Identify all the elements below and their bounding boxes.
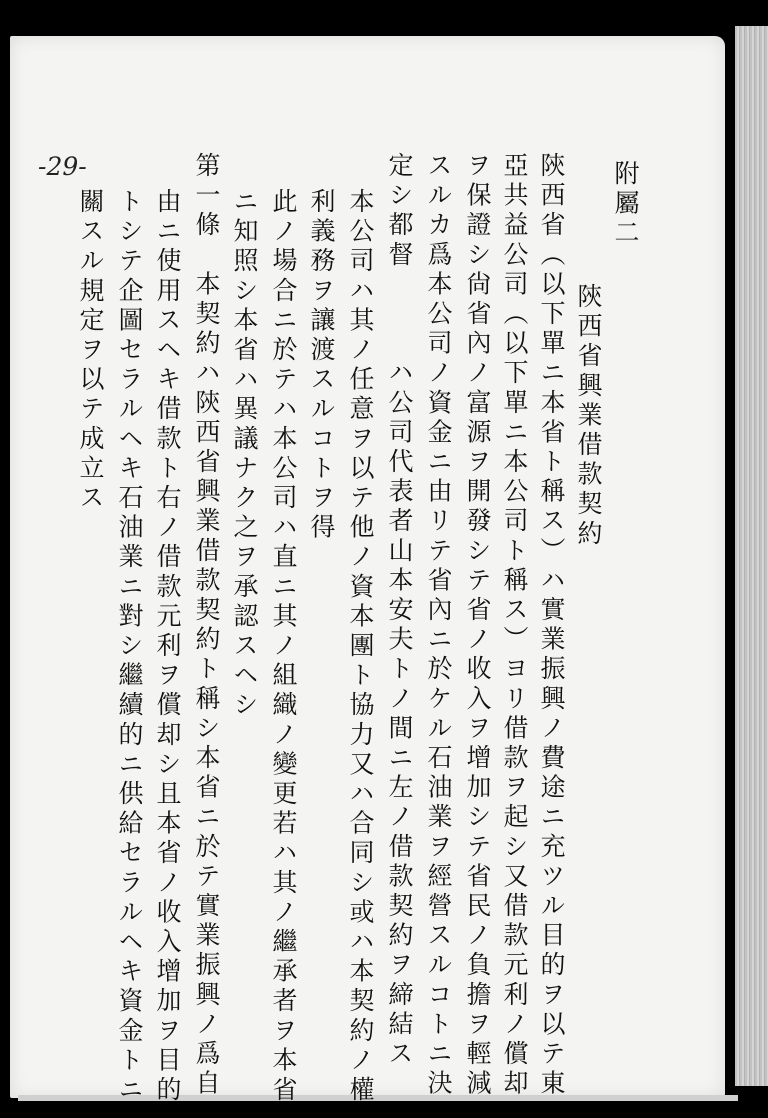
contract-title: 陝西省興業借款契約 bbox=[574, 283, 603, 550]
text-column: トシテ企圖セラルヘキ石油業ニ對シ繼續的ニ供給セラルヘキ資金トニ bbox=[115, 188, 144, 1106]
page-number: -29- bbox=[38, 152, 87, 181]
article-1-column: 第一條 本契約ハ陝西省興業借款契約ト稱シ本省ニ於テ實業振興ノ爲自 bbox=[192, 152, 221, 1100]
text-column: 本公司ハ其ノ任意ヲ以テ他ノ資本團ト協力又ハ合同シ或ハ本契約ノ權 bbox=[346, 188, 375, 1106]
text-column: 定シ都督 ハ公司代表者山本安夫トノ間ニ左ノ借款契約ヲ締結ス bbox=[385, 152, 414, 1070]
text-column: ヲ保證シ尙省內ノ富源ヲ開發シテ省ノ收入ヲ增加シテ省民ノ負擔ヲ輕減 bbox=[463, 152, 492, 1100]
text-column: 此ノ場合ニ於テハ本公司ハ直ニ其ノ組織ノ變更若ハ其ノ繼承者ヲ本省 bbox=[269, 188, 298, 1106]
text-column: 陝西省（以下單ニ本省ト稱ス）ハ實業振興ノ費途ニ充ツル目的ヲ以テ東 bbox=[537, 152, 566, 1100]
appendix-title: 附屬二 bbox=[611, 160, 640, 249]
text-column: ニ知照シ本省ハ異議ナク之ヲ承認スヘシ bbox=[230, 188, 259, 721]
text-column: 亞共益公司（以下單ニ本公司ト稱ス）ヨリ借款ヲ起シ又借款元利ノ償却 bbox=[500, 152, 529, 1100]
text-column: 利義務ヲ讓渡スルコトヲ得 bbox=[307, 188, 336, 544]
text-column: 由ニ使用スヘキ借款ト右ノ借款元利ヲ償却シ且本省ノ收入增加ヲ目的 bbox=[153, 188, 182, 1106]
text-column: 關スル規定ヲ以テ成立ス bbox=[76, 188, 105, 514]
text-column: スルカ爲本公司ノ資金ニ由リテ省內ニ於ケル石油業ヲ經營スルコトニ決 bbox=[424, 152, 453, 1100]
page-edge-right bbox=[735, 26, 768, 1086]
